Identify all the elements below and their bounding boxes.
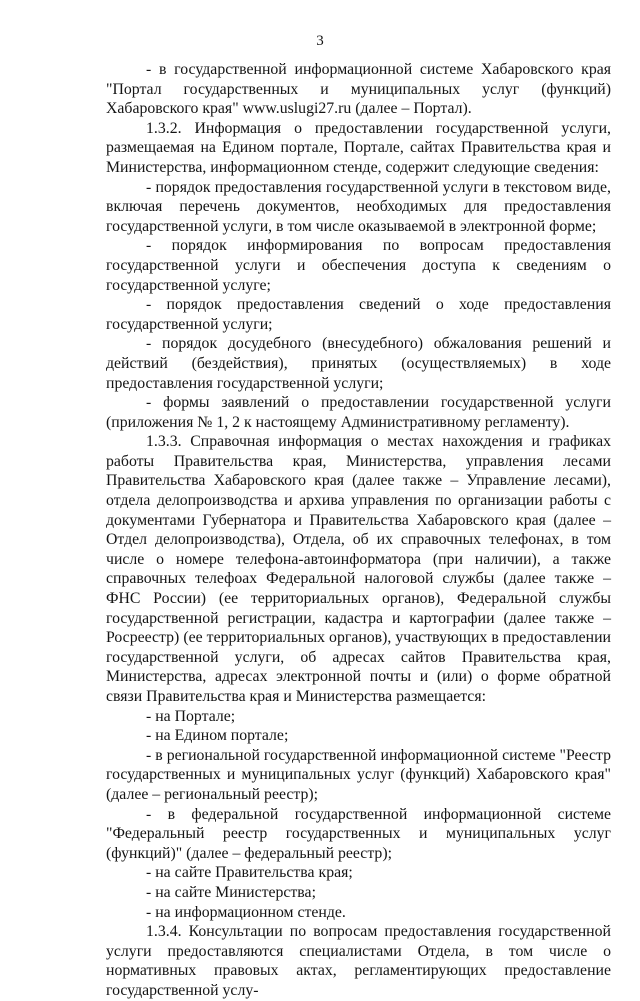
- paragraph: - порядок предоставления государственной услуги в текстовом виде, включая перечень документов, необходимых для предоставления государственной услуги, в том числе оказываемой в электронной форме;: [106, 178, 611, 235]
- paragraph: 1.3.3. Справочная информация о местах нахождения и графиках работы Правительства края, Министерства, управления лесами Правительства Хабаровского края (далее также – Управление лесами), отдела делопроизводства и архива управления по организации работы с документами Губернатора и Правительства Хабаровского края (далее – Отдел делопроизводства), Отдела, об их справочных телефонах, в том числе о номере телефона-автоинформатора (при наличии), а также справочных телефоах Федеральной налоговой службы (далее также – ФНС России) (ее территориальных органов), Федеральной службы государственной регистрации, кадастра и картографии (далее также – Росреестр) (ее территориальных органов), участвующих в предоставлении государственной услуги, об адресах сайтов Правительства края, Министерства, адресах электронной почты и (или) о форме обратной связи Правительства края и Министерства размещается:: [106, 433, 611, 705]
- paragraph: 1.3.2. Информация о предоставлении государственной услуги, размещаемая на Едином портале, Портале, сайтах Правительства края и Министерства, информационном стенде, содержит следующие сведения:: [106, 119, 611, 176]
- document-body: [106, 60, 611, 1001]
- paragraph: - на сайте Министерства;: [146, 883, 316, 901]
- paragraph: - на информационном стенде.: [146, 903, 346, 921]
- paragraph: - в федеральной государственной информационной системе "Федеральный реестр государственных и муниципальных услуг (функций)" (далее – федеральный реестр);: [106, 805, 611, 862]
- paragraph: - порядок досудебного (внесудебного) обжалования решений и действий (бездействия), принятых (осуществляемых) в ходе предоставления государственной услуги;: [106, 335, 611, 392]
- paragraph: - в государственной информационной системе Хабаровского края "Портал государственных и муниципальных услуг (функций) Хабаровского края" www.uslugi27.ru (далее – Портал).: [106, 61, 611, 118]
- paragraph: - на сайте Правительства края;: [146, 864, 353, 882]
- page-number: 3: [316, 33, 324, 49]
- paragraph: - формы заявлений о предоставлении государственной услуги (приложения № 1, 2 к настоящему Административному регламенту).: [106, 394, 611, 431]
- paragraph: - на Портале;: [146, 707, 236, 725]
- paragraph: 1.3.4. Консультации по вопросам предоставления государственной услуги предоставляются специалистами Отдела, в том числе о нормативных правовых актах, регламентирующих предоставление государственной услу-: [106, 923, 611, 999]
- paragraph: - порядок информирования по вопросам предоставления государственной услуги и обеспечения доступа к сведениям о государственной услуге;: [106, 237, 611, 294]
- paragraph: - порядок предоставления сведений о ходе предоставления государственной услуги;: [106, 296, 611, 333]
- paragraph: - в региональной государственной информационной системе "Реестр государственных и муниципальных услуг (функций) Хабаровского края" (далее – региональный реестр);: [106, 746, 611, 803]
- paragraph: - на Едином портале;: [146, 727, 289, 745]
